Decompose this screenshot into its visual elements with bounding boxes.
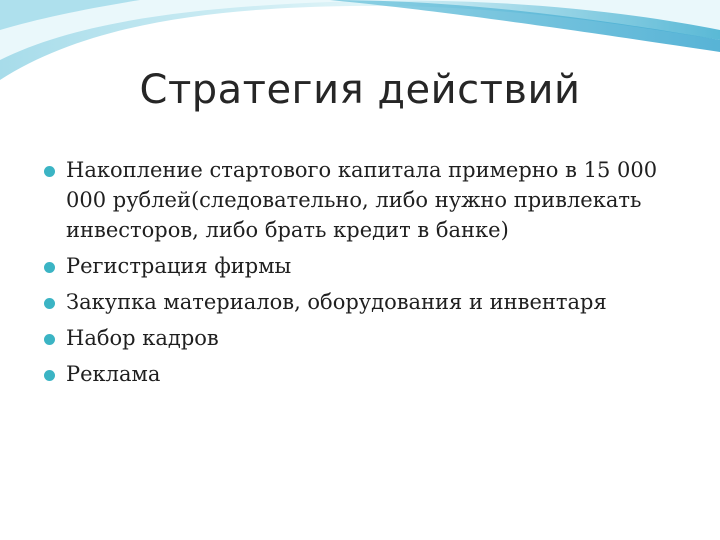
bullet-dot-icon (44, 166, 55, 177)
bullet-dot-icon (44, 334, 55, 345)
bullet-dot-icon (44, 262, 55, 273)
bullet-text: Закупка материалов, оборудования и инвентаря (66, 290, 607, 314)
bullet-text: Реклама (66, 362, 161, 386)
bullet-item (40, 251, 680, 281)
bullet-text: Набор кадров (66, 326, 219, 350)
bullet-item (40, 359, 680, 389)
bullet-text: Регистрация фирмы (66, 254, 292, 278)
bullet-item (40, 155, 680, 245)
slide-title: Стратегия действий (139, 67, 581, 113)
bullet-dot-icon (44, 298, 55, 309)
bullet-text: Накопление стартового капитала примерно в 15 000 000 рублей(следовательно, либо нужно привлекать инвесторов, либо брать кредит в банке) (66, 158, 658, 242)
bullet-dot-icon (44, 370, 55, 381)
bullet-item (40, 287, 680, 317)
bullet-list (40, 155, 680, 395)
bullet-item (40, 323, 680, 353)
